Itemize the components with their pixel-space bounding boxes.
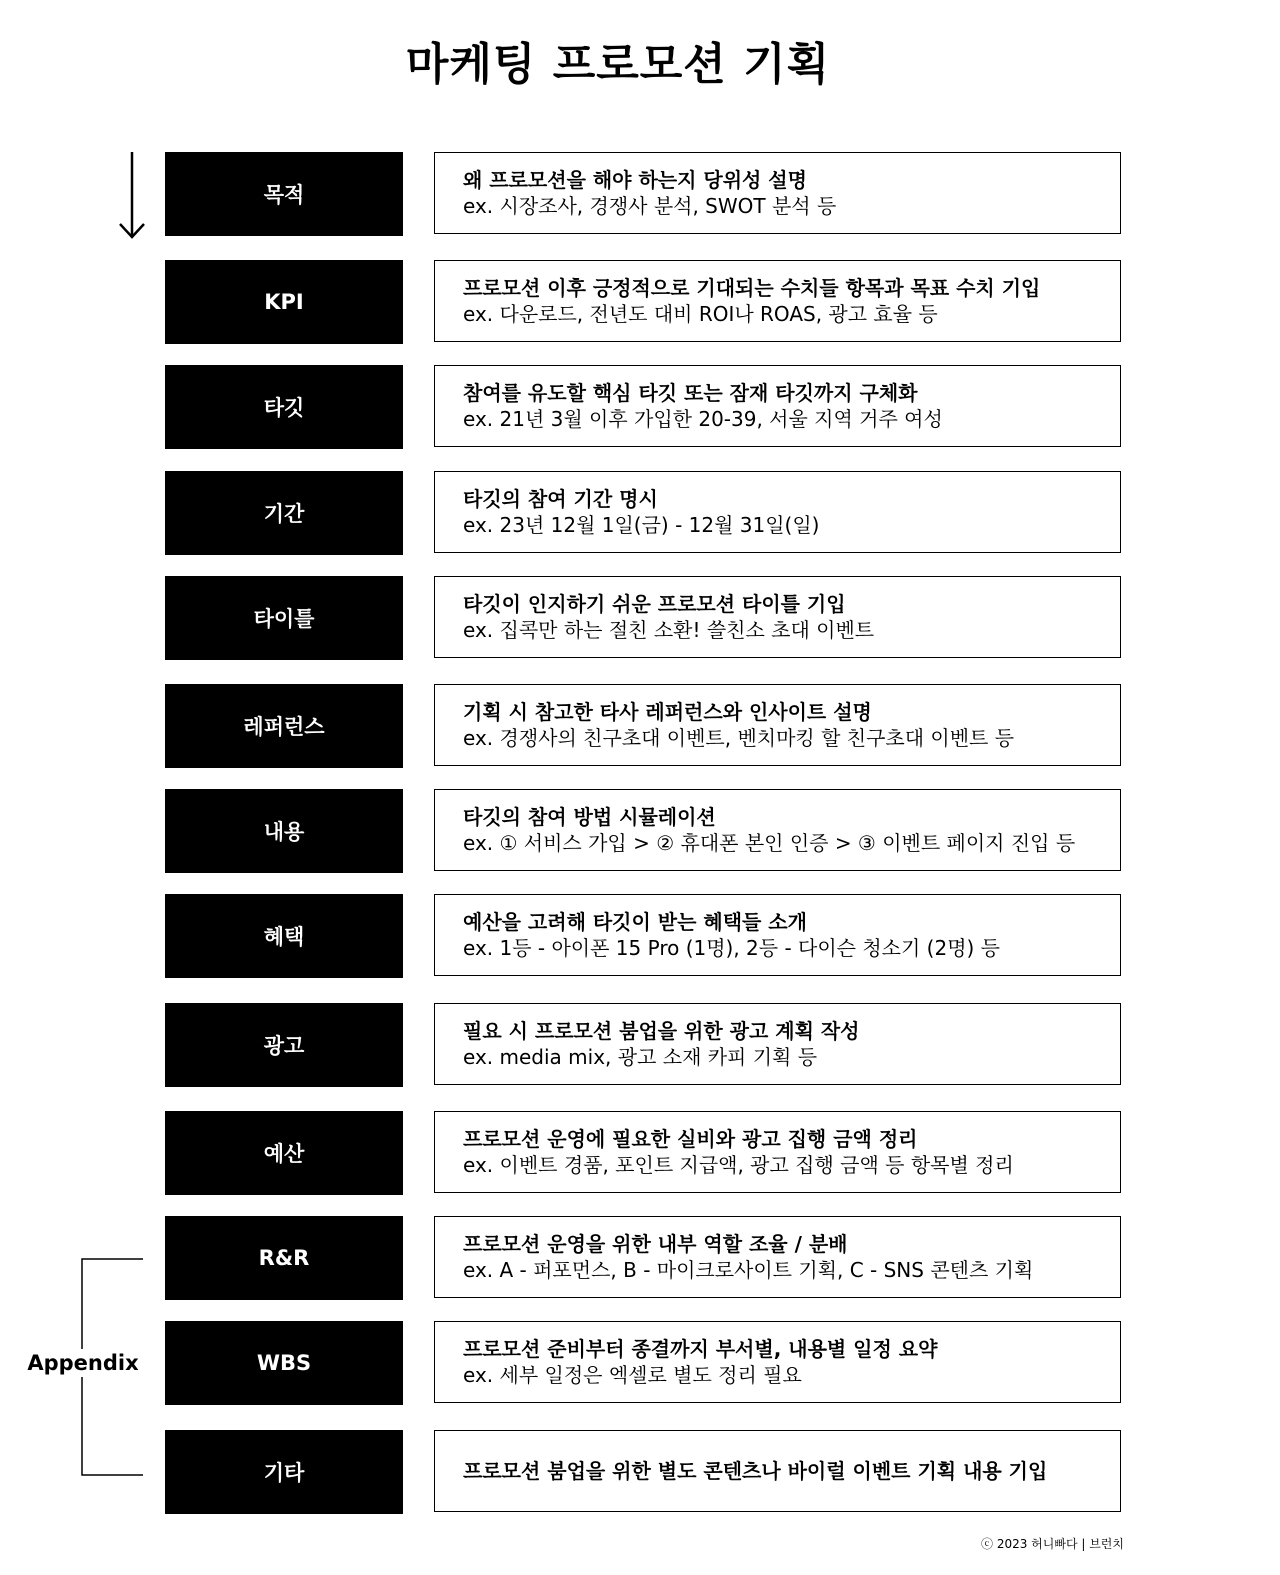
row-label: 예산 (165, 1111, 403, 1195)
row-description (434, 576, 1121, 658)
row-purpose (0, 152, 1280, 236)
row-target (0, 365, 1280, 449)
row-etc (0, 1430, 1280, 1514)
row-label: KPI (165, 260, 403, 344)
row-title: 왜 프로모션을 해야 하는지 당위성 설명 (463, 168, 807, 192)
row-title: 프로모션 이후 긍정적으로 기대되는 수치들 항목과 목표 수치 기입 (463, 276, 1041, 300)
row-label: 기타 (165, 1430, 403, 1514)
appendix-label: Appendix (18, 1349, 148, 1377)
row-budget (0, 1111, 1280, 1195)
row-example: ex. A - 퍼포먼스, B - 마이크로사이트 기획, C - SNS 콘텐츠 기획 (463, 1258, 1034, 1282)
row-example: ex. 세부 일정은 엑셀로 별도 정리 필요 (463, 1363, 802, 1387)
row-title: 프로모션 준비부터 종결까지 부서별, 내용별 일정 요약 (463, 1337, 938, 1361)
row-label: 내용 (165, 789, 403, 873)
row-advertising (0, 1003, 1280, 1087)
row-reference (0, 684, 1280, 768)
row-description (434, 1111, 1121, 1193)
copyright-footer: ⓒ 2023 허니빠다 | 브런치 (981, 1537, 1124, 1551)
row-description (434, 1216, 1121, 1298)
row-title: 프로모션 붐업을 위한 별도 콘텐츠나 바이럴 이벤트 기획 내용 기입 (463, 1459, 1048, 1483)
row-description (434, 260, 1121, 342)
row-label: 광고 (165, 1003, 403, 1087)
row-example: ex. 집콕만 하는 절친 소환! 쓸친소 초대 이벤트 (463, 618, 875, 642)
page-title: 마케팅 프로모션 기획 (405, 39, 831, 90)
row-description (434, 789, 1121, 871)
row-example: ex. media mix, 광고 소재 카피 기획 등 (463, 1045, 818, 1069)
row-content (0, 789, 1280, 873)
row-period (0, 471, 1280, 555)
row-label: 타이틀 (165, 576, 403, 660)
row-description (434, 894, 1121, 976)
row-example: ex. 21년 3월 이후 가입한 20-39, 서울 지역 거주 여성 (463, 407, 943, 431)
row-description (434, 1321, 1121, 1403)
row-example: ex. 다운로드, 전년도 대비 ROI나 ROAS, 광고 효율 등 (463, 302, 938, 326)
row-label: 기간 (165, 471, 403, 555)
row-label: 타깃 (165, 365, 403, 449)
row-example: ex. 23년 12월 1일(금) - 12월 31일(일) (463, 513, 820, 537)
row-title: 프로모션 운영에 필요한 실비와 광고 집행 금액 정리 (463, 1127, 918, 1151)
row-description (434, 1430, 1121, 1512)
row-title: 필요 시 프로모션 붐업을 위한 광고 계획 작성 (463, 1019, 860, 1043)
row-example: ex. 이벤트 경품, 포인트 지급액, 광고 집행 금액 등 항목별 정리 (463, 1153, 1014, 1177)
row-title-item (0, 576, 1280, 660)
row-title: 기획 시 참고한 타사 레퍼런스와 인사이트 설명 (463, 700, 872, 724)
row-title: 프로모션 운영을 위한 내부 역할 조율 / 분배 (463, 1232, 848, 1256)
row-roles (0, 1216, 1280, 1300)
row-benefit (0, 894, 1280, 978)
row-wbs (0, 1321, 1280, 1405)
row-description (434, 152, 1121, 234)
row-description (434, 684, 1121, 766)
row-label: 목적 (165, 152, 403, 236)
row-description (434, 471, 1121, 553)
row-example: ex. 시장조사, 경쟁사 분석, SWOT 분석 등 (463, 194, 837, 218)
row-example: ex. 경쟁사의 친구초대 이벤트, 벤치마킹 할 친구초대 이벤트 등 (463, 726, 1015, 750)
row-label: R&R (165, 1216, 403, 1300)
row-description (434, 365, 1121, 447)
row-label: WBS (165, 1321, 403, 1405)
row-kpi (0, 260, 1280, 344)
row-title: 타깃이 인지하기 쉬운 프로모션 타이틀 기입 (463, 592, 846, 616)
row-title: 참여를 유도할 핵심 타깃 또는 잠재 타깃까지 구체화 (463, 381, 918, 405)
row-label: 혜택 (165, 894, 403, 978)
row-title: 타깃의 참여 기간 명시 (463, 487, 658, 511)
row-description (434, 1003, 1121, 1085)
row-title: 예산을 고려해 타깃이 받는 혜택들 소개 (463, 910, 807, 934)
row-example: ex. 1등 - 아이폰 15 Pro (1명), 2등 - 다이슨 청소기 (2명) 등 (463, 936, 1000, 960)
row-title: 타깃의 참여 방법 시뮬레이션 (463, 805, 716, 829)
row-example: ex. ① 서비스 가입 > ② 휴대폰 본인 인증 > ③ 이벤트 페이지 진입 등 (463, 831, 1076, 855)
row-label: 레퍼런스 (165, 684, 403, 768)
